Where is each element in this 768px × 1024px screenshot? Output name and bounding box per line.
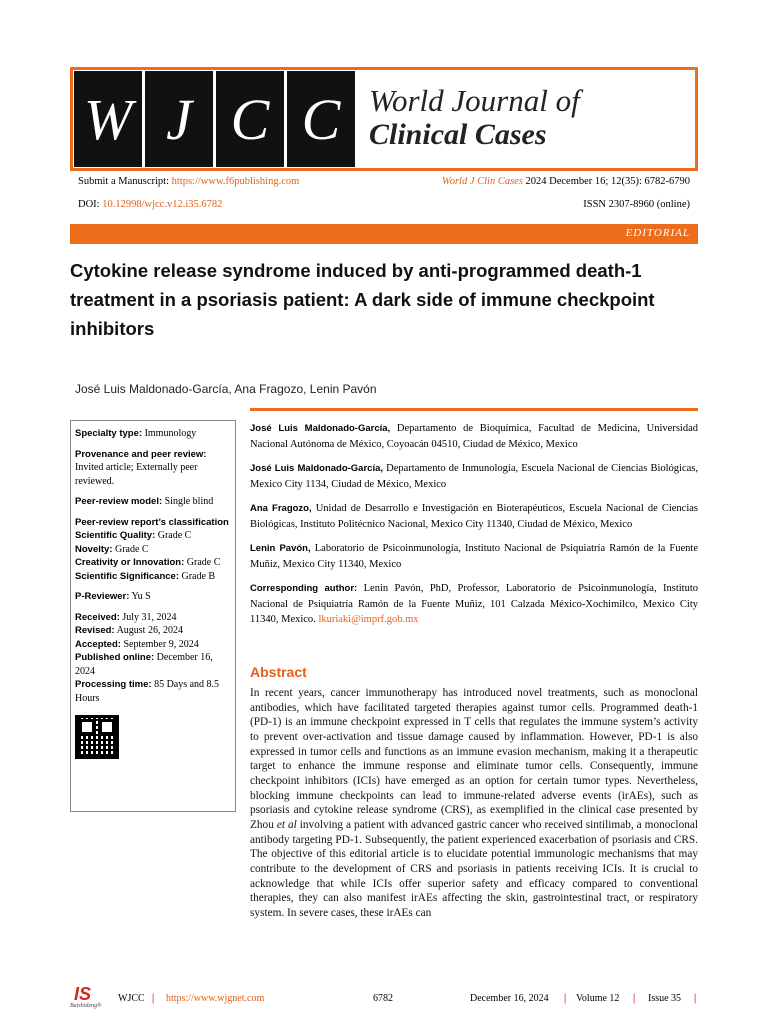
footer-journal: WJCC [118, 993, 145, 1004]
qr-code-icon[interactable] [75, 715, 119, 759]
affiliation-author: José Luis Maldonado-García, [250, 423, 391, 434]
provenance-value: Invited article; Externally peer reviewed. [75, 462, 198, 487]
affiliation-author: José Luis Maldonado-García, [250, 463, 384, 474]
affiliations [250, 421, 698, 637]
article-title: Cytokine release syndrome induced by anti-programmed death-1 treatment in a psoriasis patient: A dark side of immune checkpoint inhibitors [70, 260, 655, 339]
affiliation-text: Laboratorio de Psicoinmunología, Instituto Nacional de Psiquiatría Ramón de la Fuente Muñiz, Mexico City 11340, Mexico [250, 543, 698, 570]
corresponding-email-link[interactable]: lkuriaki@imprf.gob.mx [318, 614, 419, 625]
footer-separator: | [564, 993, 567, 1004]
accepted-label: Accepted: [75, 638, 121, 650]
published-value: December 16, 2024 [75, 652, 213, 677]
processing-value: 85 Days and 8.5 Hours [75, 679, 220, 704]
page-number: 6782 [373, 993, 393, 1004]
abstract-text-cont: involving a patient with advanced gastric cancer who received sintilimab, a monoclonal antibody targeting PD-1. Subsequently, the patient experienced exacerbation of psoriasis and CRS. The objective of this editorial article is to elucidate potential immunologic mechanisms that may contribute to the development of CRS and psoriasis in patients receiving ICIs. It is crucial to acknowledge that while ICIs offer superior safety and efficacy compared to conventional therapies, they can also manifest irAEs affecting the skin, gastrointestinal tract, or respiratory system. In severe cases, these irAEs can [250, 818, 699, 919]
publisher-logo-mark: IS [74, 984, 92, 1004]
received-value: July 31, 2024 [122, 611, 177, 623]
significance-value: Grade B [181, 570, 216, 582]
citation-journal: World J Clin Cases [441, 176, 523, 187]
corresponding-author [250, 581, 698, 628]
article-type-bar [70, 224, 698, 244]
footer-separator: | [633, 993, 636, 1004]
citation-details: 2024 December 16; 12(35): 6782-6790 [525, 176, 690, 187]
quality-value: Grade C [157, 530, 192, 541]
footer-volume: Volume 12 [576, 993, 620, 1004]
affiliation-author: Lenin Pavón, [250, 543, 311, 554]
submit-line [78, 176, 299, 187]
footer-url-link[interactable]: https://www.wjgnet.com [166, 993, 265, 1004]
footer-separator: | [694, 993, 697, 1004]
doi-line [78, 199, 222, 210]
affiliation [250, 501, 698, 532]
published-label: Published online: [75, 652, 155, 663]
novelty-value: Grade C [114, 543, 149, 555]
abstract-italic: et al [276, 818, 297, 831]
footer-date: December 16, 2024 [470, 993, 549, 1004]
creativity-label: Creativity or Innovation: [75, 557, 185, 568]
footer-separator: | [152, 993, 155, 1004]
accepted-value: September 9, 2024 [123, 638, 199, 650]
journal-banner [70, 67, 698, 171]
reviewer-value: Yu S [131, 591, 151, 602]
novelty-label: Novelty: [75, 543, 113, 555]
journal-name-line2: Clinical Cases [369, 118, 547, 151]
affiliation-author: Ana Fragozo, [250, 503, 312, 514]
doi-label: DOI: [78, 199, 100, 210]
article-type: EDITORIAL [625, 227, 690, 239]
processing-label: Processing time: [75, 679, 152, 690]
logo-letter: C [287, 71, 355, 167]
revised-label: Revised: [75, 625, 115, 636]
received-label: Received: [75, 611, 120, 623]
abstract-text: In recent years, cancer immunotherapy has introduced novel treatments, such as monoclonal antibodies, which have facilitated targeted therapies against tumor cells. Programmed death-1 (PD-1) is an immune checkpoint expressed in T cells that regulates the immune system’s activity to prevent over-activation and tissue damage caused by inflammation. However, PD-1 is also expressed in tumor cells and functions as an immune evasion mechanism, making it a therapeutic target to enhance the immune response and eliminate tumor cells. Consequently, immune checkpoint inhibitors (ICIs) have emerged as an option for certain tumor types. Nevertheless, blocking immune checkpoints can lead to immune-related adverse events (irAEs), such as psoriasis and cytokine release syndrome (CRS), as exemplified in the clinical case presented by Zhou [250, 687, 698, 831]
affiliation [250, 541, 698, 572]
logo-letter: C [216, 71, 284, 167]
reviewer-label: P-Reviewer: [75, 591, 130, 602]
specialty-value: Immunology [144, 428, 197, 439]
submit-label: Submit a Manuscript: [78, 176, 169, 187]
logo-letter: J [145, 71, 213, 167]
peer-review-model-value: Single blind [164, 496, 214, 507]
significance-label: Scientific Significance: [75, 570, 179, 582]
report-classification-label: Peer-review report’s classification [75, 516, 229, 528]
specialty-label: Specialty type: [75, 428, 143, 439]
citation-line [442, 176, 690, 187]
article-info-sidebar [70, 420, 236, 812]
quality-label: Scientific Quality: [75, 530, 156, 541]
abstract-body [250, 686, 698, 921]
footer-issue: Issue 35 [648, 993, 682, 1004]
journal-name-line1: World Journal of [369, 83, 580, 118]
affiliation-text: Departamento de Inmunología, Escuela Nacional de Ciencias Biológicas, Mexico City 1134, Ciudad de México, Mexico [250, 463, 698, 490]
affiliation [250, 461, 698, 492]
corresponding-label: Corresponding author: [250, 583, 358, 594]
corresponding-text: Lenin Pavón, PhD, Professor, Laboratorio de Psicoinmunología, Instituto Nacional de Psiquiatría Ramón de la Fuente Muñiz, 101 Calzada México-Xochimilco, Mexico City 11340, Mexico. [250, 583, 698, 625]
issn: ISSN 2307-8960 (online) [583, 199, 690, 210]
creativity-value: Grade C [186, 557, 221, 568]
publisher-logo-sub: Baishideng® [70, 1003, 102, 1009]
affiliation-text: Unidad de Desarrollo e Investigación en Bioterapéuticos, Escuela Nacional de Ciencias Biológicas, Instituto Politécnico Nacional, Mexico City 11340, Ciudad de México, Mexico [250, 503, 698, 530]
logo-letter: W [74, 71, 142, 167]
provenance-label: Provenance and peer review: [75, 448, 207, 460]
doi-link[interactable]: 10.12998/wjcc.v12.i35.6782 [102, 199, 223, 210]
abstract-heading: Abstract [250, 664, 307, 680]
divider [250, 408, 698, 411]
publisher-logo [70, 986, 110, 1012]
page-footer [70, 986, 698, 1016]
author-list: José Luis Maldonado-García, Ana Fragozo, Lenin Pavón [75, 382, 377, 396]
affiliation [250, 421, 698, 452]
journal-name [369, 84, 580, 152]
journal-logo [74, 71, 355, 167]
peer-review-model-label: Peer-review model: [75, 496, 163, 507]
revised-value: August 26, 2024 [116, 625, 183, 636]
affiliation-text: Departamento de Bioquímica, Facultad de Medicina, Universidad Nacional Autónoma de México, Coyoacán 04510, Ciudad de México, Mexico [250, 423, 698, 450]
submit-link[interactable]: https://www.f6publishing.com [171, 176, 300, 187]
